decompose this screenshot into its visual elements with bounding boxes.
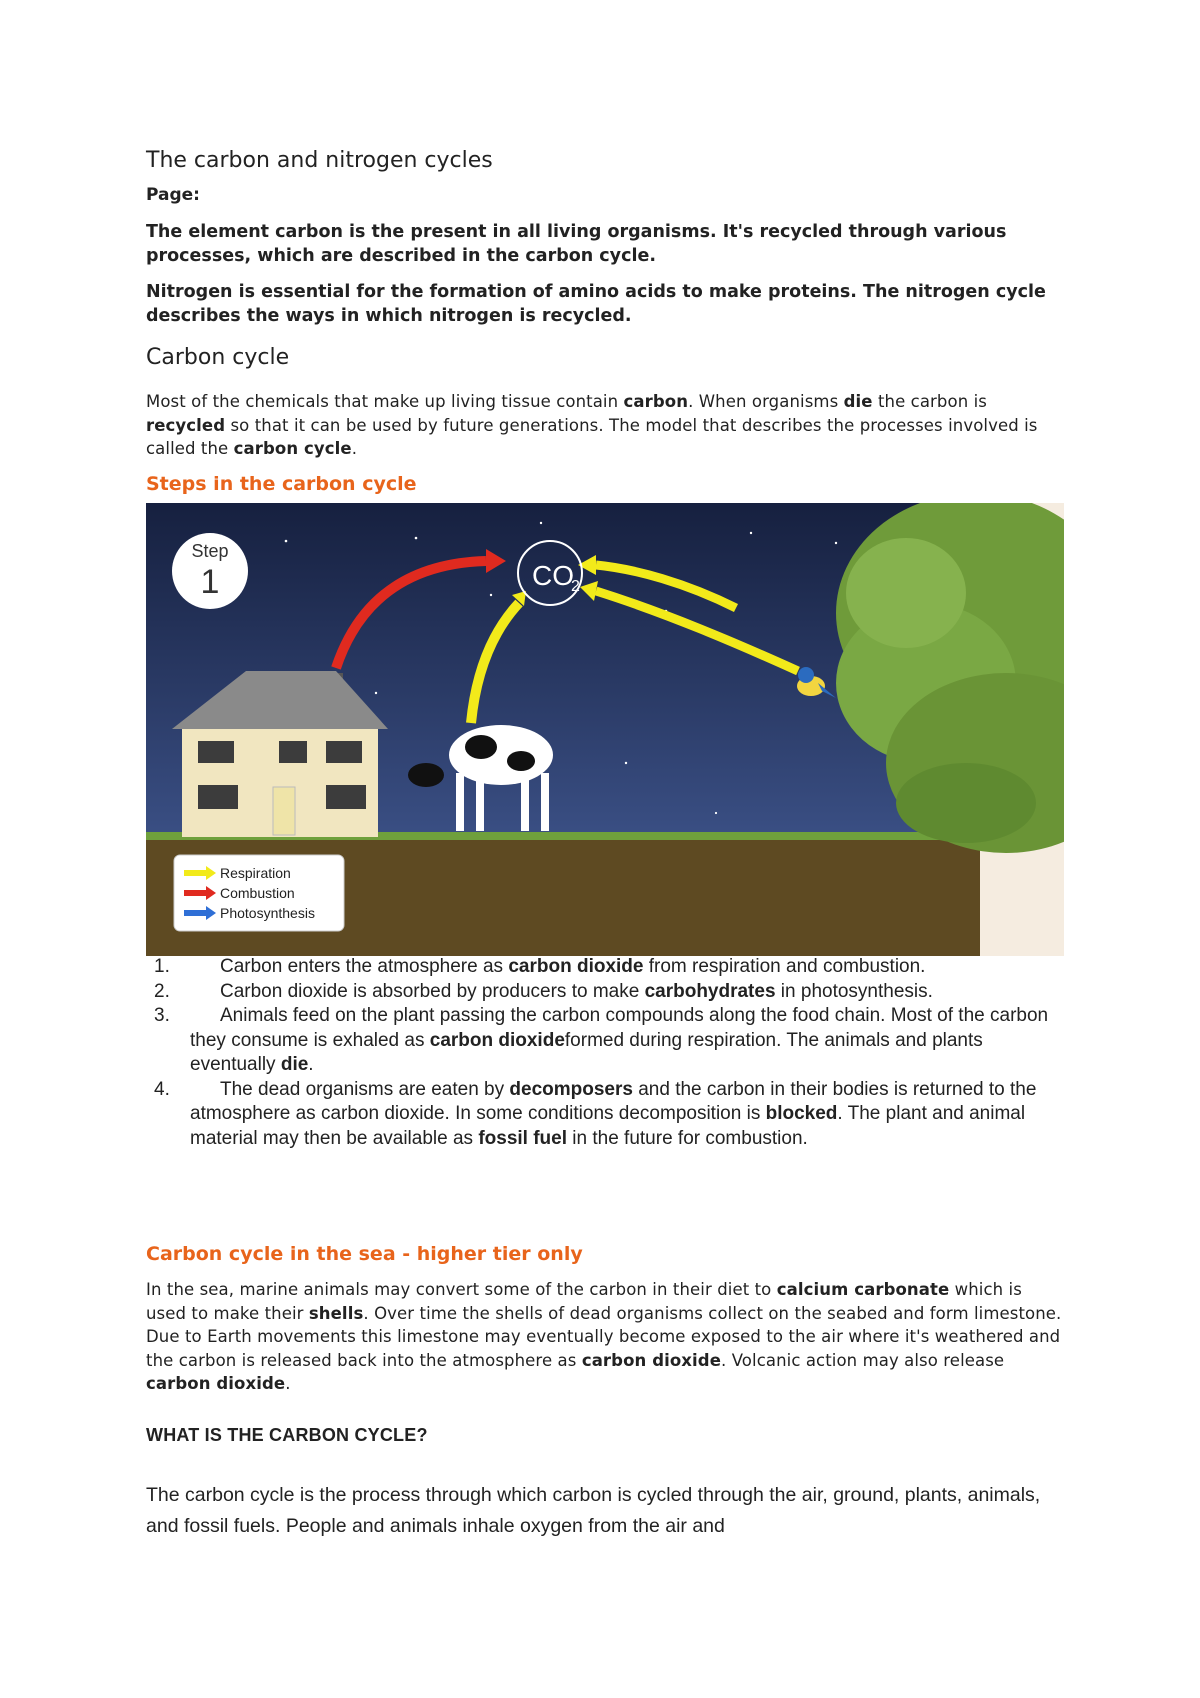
legend-respiration: Respiration (220, 865, 291, 881)
carbon-cycle-illustration (146, 503, 1064, 956)
steps-heading: Steps in the carbon cycle (146, 473, 417, 495)
step-number: 1 (200, 563, 220, 601)
what-is-heading: WHAT IS THE CARBON CYCLE? (146, 1425, 428, 1445)
legend-combustion: Combustion (220, 885, 295, 901)
carbon-cycle-heading: Carbon cycle (146, 345, 290, 370)
carbon-cycle-diagram (146, 503, 1064, 956)
co2-label: CO (532, 560, 574, 591)
step-item: 1. Carbon enters the atmosphere as carbon dioxide from respiration and combustion. (154, 956, 926, 977)
sea-paragraph: In the sea, marine animals may convert some of the carbon in their diet to calcium carbonate which is used to make their shells. Over time the shells of dead organisms collect on the seabed and form limestone. Due to Earth movements this limestone may eventually become exposed to the air where it's weathered and the carbon is released back into the atmosphere as carbon dioxide. Volcanic action may also release carbon dioxide. (146, 1280, 1062, 1393)
steps-list (146, 955, 1066, 1151)
page-label: Page: (146, 185, 200, 205)
carbon-cycle-paragraph: Most of the chemicals that make up living tissue contain carbon. When organisms die the carbon is recycled so that it can be used by future generations. The model that describes the processes involved is called the carbon cycle. (146, 392, 1038, 458)
step-item: 4. The dead organisms are eaten by decomposers and the carbon in their bodies is returned to the atmosphere as carbon dioxide. In some conditions decomposition is blocked. The plant and animal material may then be available as fossil fuel in the future for combustion. (154, 1078, 1037, 1149)
step-word: Step (191, 541, 229, 561)
legend (174, 855, 344, 931)
what-is-paragraph: The carbon cycle is the process through which carbon is cycled through the air, ground, plants, animals, and fossil fuels. People and animals inhale oxygen from the air and (146, 1484, 1041, 1537)
co2-subscript: 2 (571, 578, 580, 595)
step-item: 2. Carbon dioxide is absorbed by producers to make carbohydrates in photosynthesis. (154, 980, 933, 1002)
intro-nitrogen-paragraph: Nitrogen is essential for the formation of amino acids to make proteins. The nitrogen cycle describes the ways in which nitrogen is recycled. (146, 282, 1046, 326)
legend-photosynthesis: Photosynthesis (220, 905, 315, 921)
intro-carbon-paragraph: The element carbon is the present in all living organisms. It's recycled through various processes, which are described in the carbon cycle. (146, 222, 1007, 266)
step-item: 3. Animals feed on the plant passing the carbon compounds along the food chain. Most of the carbon they consume is exhaled as carbon dioxideformed during respiration. The animals and plants eventually die. (154, 1005, 1049, 1075)
document-title: The carbon and nitrogen cycles (146, 148, 493, 173)
sea-heading: Carbon cycle in the sea - higher tier only (146, 1243, 583, 1265)
